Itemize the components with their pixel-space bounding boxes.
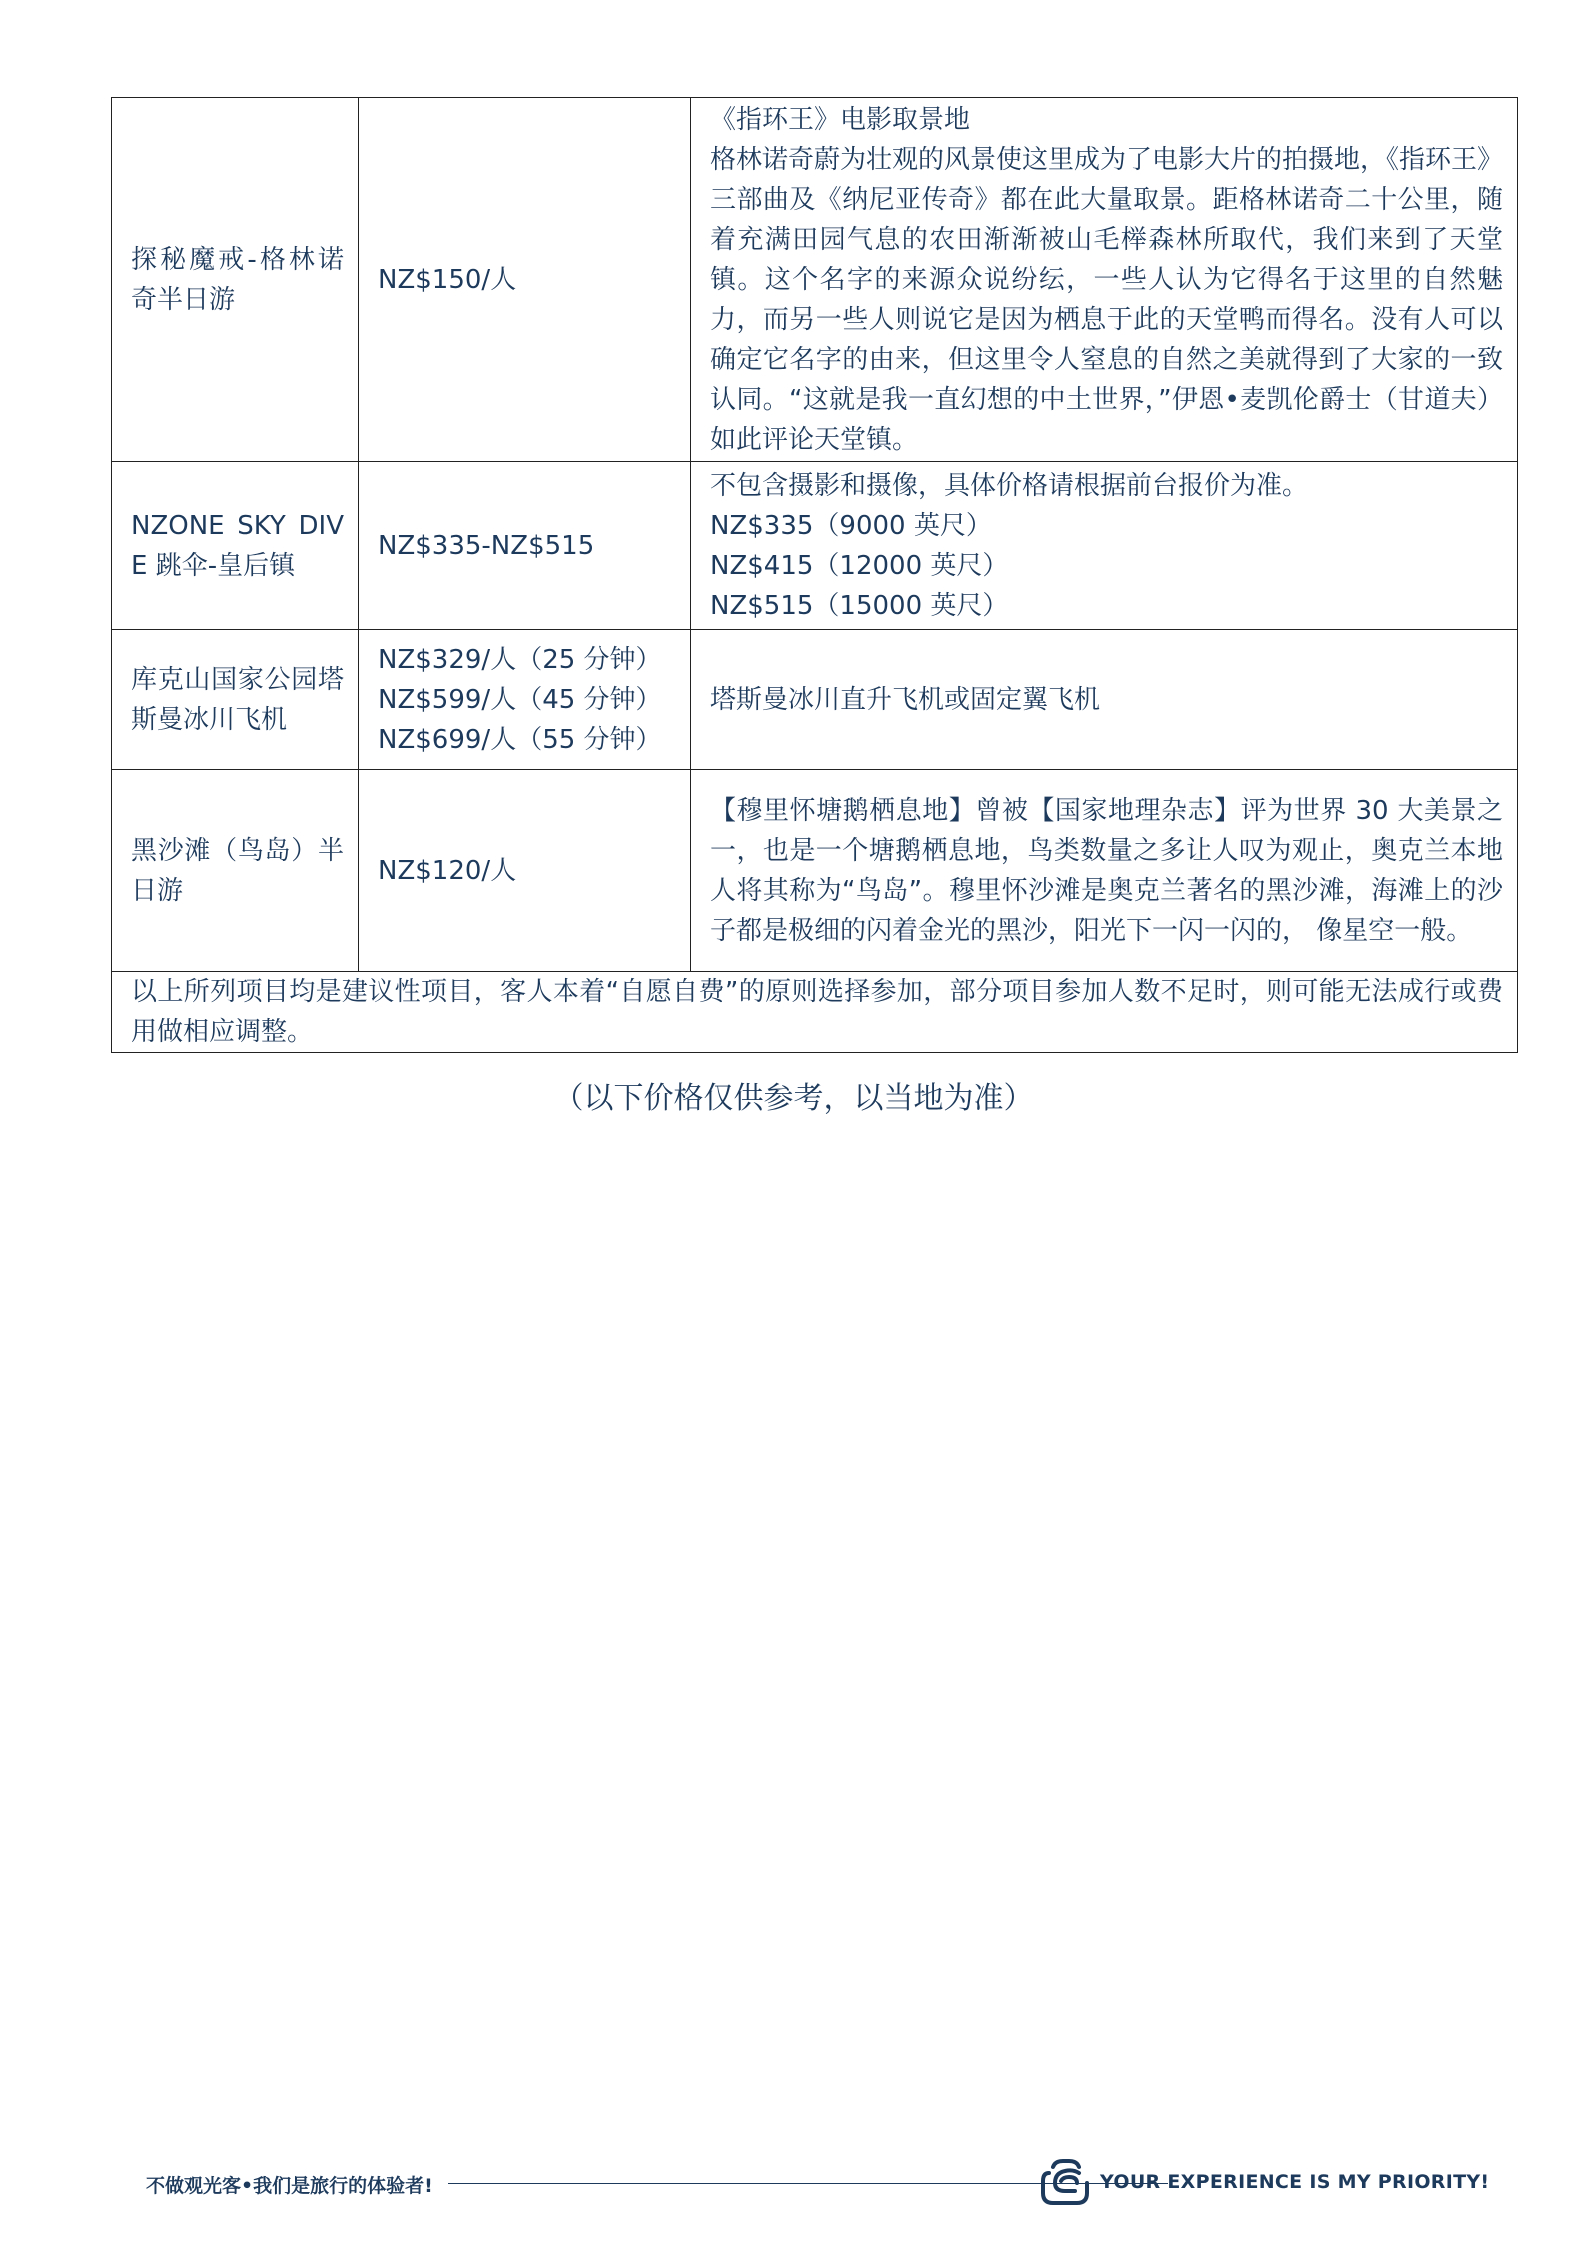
activity-description [691, 770, 1518, 972]
activity-name: 库克山国家公园塔斯曼冰川飞机 [112, 630, 359, 770]
page-footer [146, 2155, 1490, 2211]
activity-name: NZONE SKY DIVE 跳伞-皇后镇 [112, 462, 359, 630]
table-row [112, 462, 1518, 630]
price-line: NZ$699/人（55 分钟） [378, 724, 662, 755]
activity-description [691, 98, 1518, 462]
activity-price [359, 98, 691, 462]
table-row [112, 770, 1518, 972]
description-line: NZ$335（9000 英尺） [710, 510, 992, 541]
price-line: NZ$120/人 [378, 855, 517, 886]
price-reference-caption: （以下价格仅供参考，以当地为准） [553, 1081, 1034, 1116]
footer-slogan-cn: 不做观光客•我们是旅行的体验者! [146, 2175, 433, 2197]
activity-price [359, 770, 691, 972]
price-line: NZ$150/人 [378, 264, 517, 295]
activity-name: 黑沙滩（鸟岛）半日游 [112, 770, 359, 972]
table-row [112, 630, 1518, 770]
description-line: 不包含摄影和摄像，具体价格请根据前台报价为准。 [710, 470, 1309, 501]
activity-name: 探秘魔戒-格林诺奇半日游 [112, 98, 359, 462]
description-line: NZ$415（12000 英尺） [710, 550, 1009, 581]
activity-description [691, 462, 1518, 630]
description-line: 格林诺奇蔚为壮观的风景使这里成为了电影大片的拍摄地，《指环王》三部曲及《纳尼亚传奇》都在此大量取景。距格林诺奇二十公里，随着充满田园气息的农田渐渐被山毛榉森林所取代，我们来到了天堂镇。这个名字的来源众说纷纭，一些人认为它得名于这里的自然魅力，而另一些人则说它是因为栖息于此的天堂鸭而得名。没有人可以确定它名字的由来，但这里令人窒息的自然之美就得到了大家的一致认同。“这就是我一直幻想的中土世界，”伊恩•麦凯伦爵士（甘道夫）如此评论天堂镇。 [710, 144, 1504, 455]
footer-slogan-en: YOUR EXPERIENCE IS MY PRIORITY! [1100, 2171, 1490, 2193]
optional-activities-table [111, 97, 1518, 1053]
description-line: 《指环王》电影取景地 [710, 104, 971, 135]
table-row [112, 98, 1518, 462]
activity-price [359, 462, 691, 630]
table-note: 以上所列项目均是建议性项目，客人本着“自愿自费”的原则选择参加，部分项目参加人数不足时，则可能无法成行或费用做相应调整。 [112, 972, 1518, 1053]
activity-price [359, 630, 691, 770]
description-line: NZ$515（15000 英尺） [710, 590, 1009, 621]
price-line: NZ$599/人（45 分钟） [378, 684, 662, 715]
description-line: 【穆里怀塘鹅栖息地】曾被【国家地理杂志】评为世界 30 大美景之一，也是一个塘鹅栖息地，鸟类数量之多让人叹为观止，奥克兰本地人将其称为“鸟岛”。穆里怀沙滩是奥克兰著名的黑沙滩，海滩上的沙子都是极细的闪着金光的黑沙，阳光下一闪一闪的， 像星空一般。 [710, 795, 1503, 946]
price-line: NZ$335-NZ$515 [378, 530, 595, 561]
description-line: 塔斯曼冰川直升飞机或固定翼飞机 [710, 684, 1101, 715]
table-note-row [112, 972, 1518, 1053]
activity-description [691, 630, 1518, 770]
brand-logo-icon [1039, 2159, 1091, 2207]
price-line: NZ$329/人（25 分钟） [378, 644, 662, 675]
